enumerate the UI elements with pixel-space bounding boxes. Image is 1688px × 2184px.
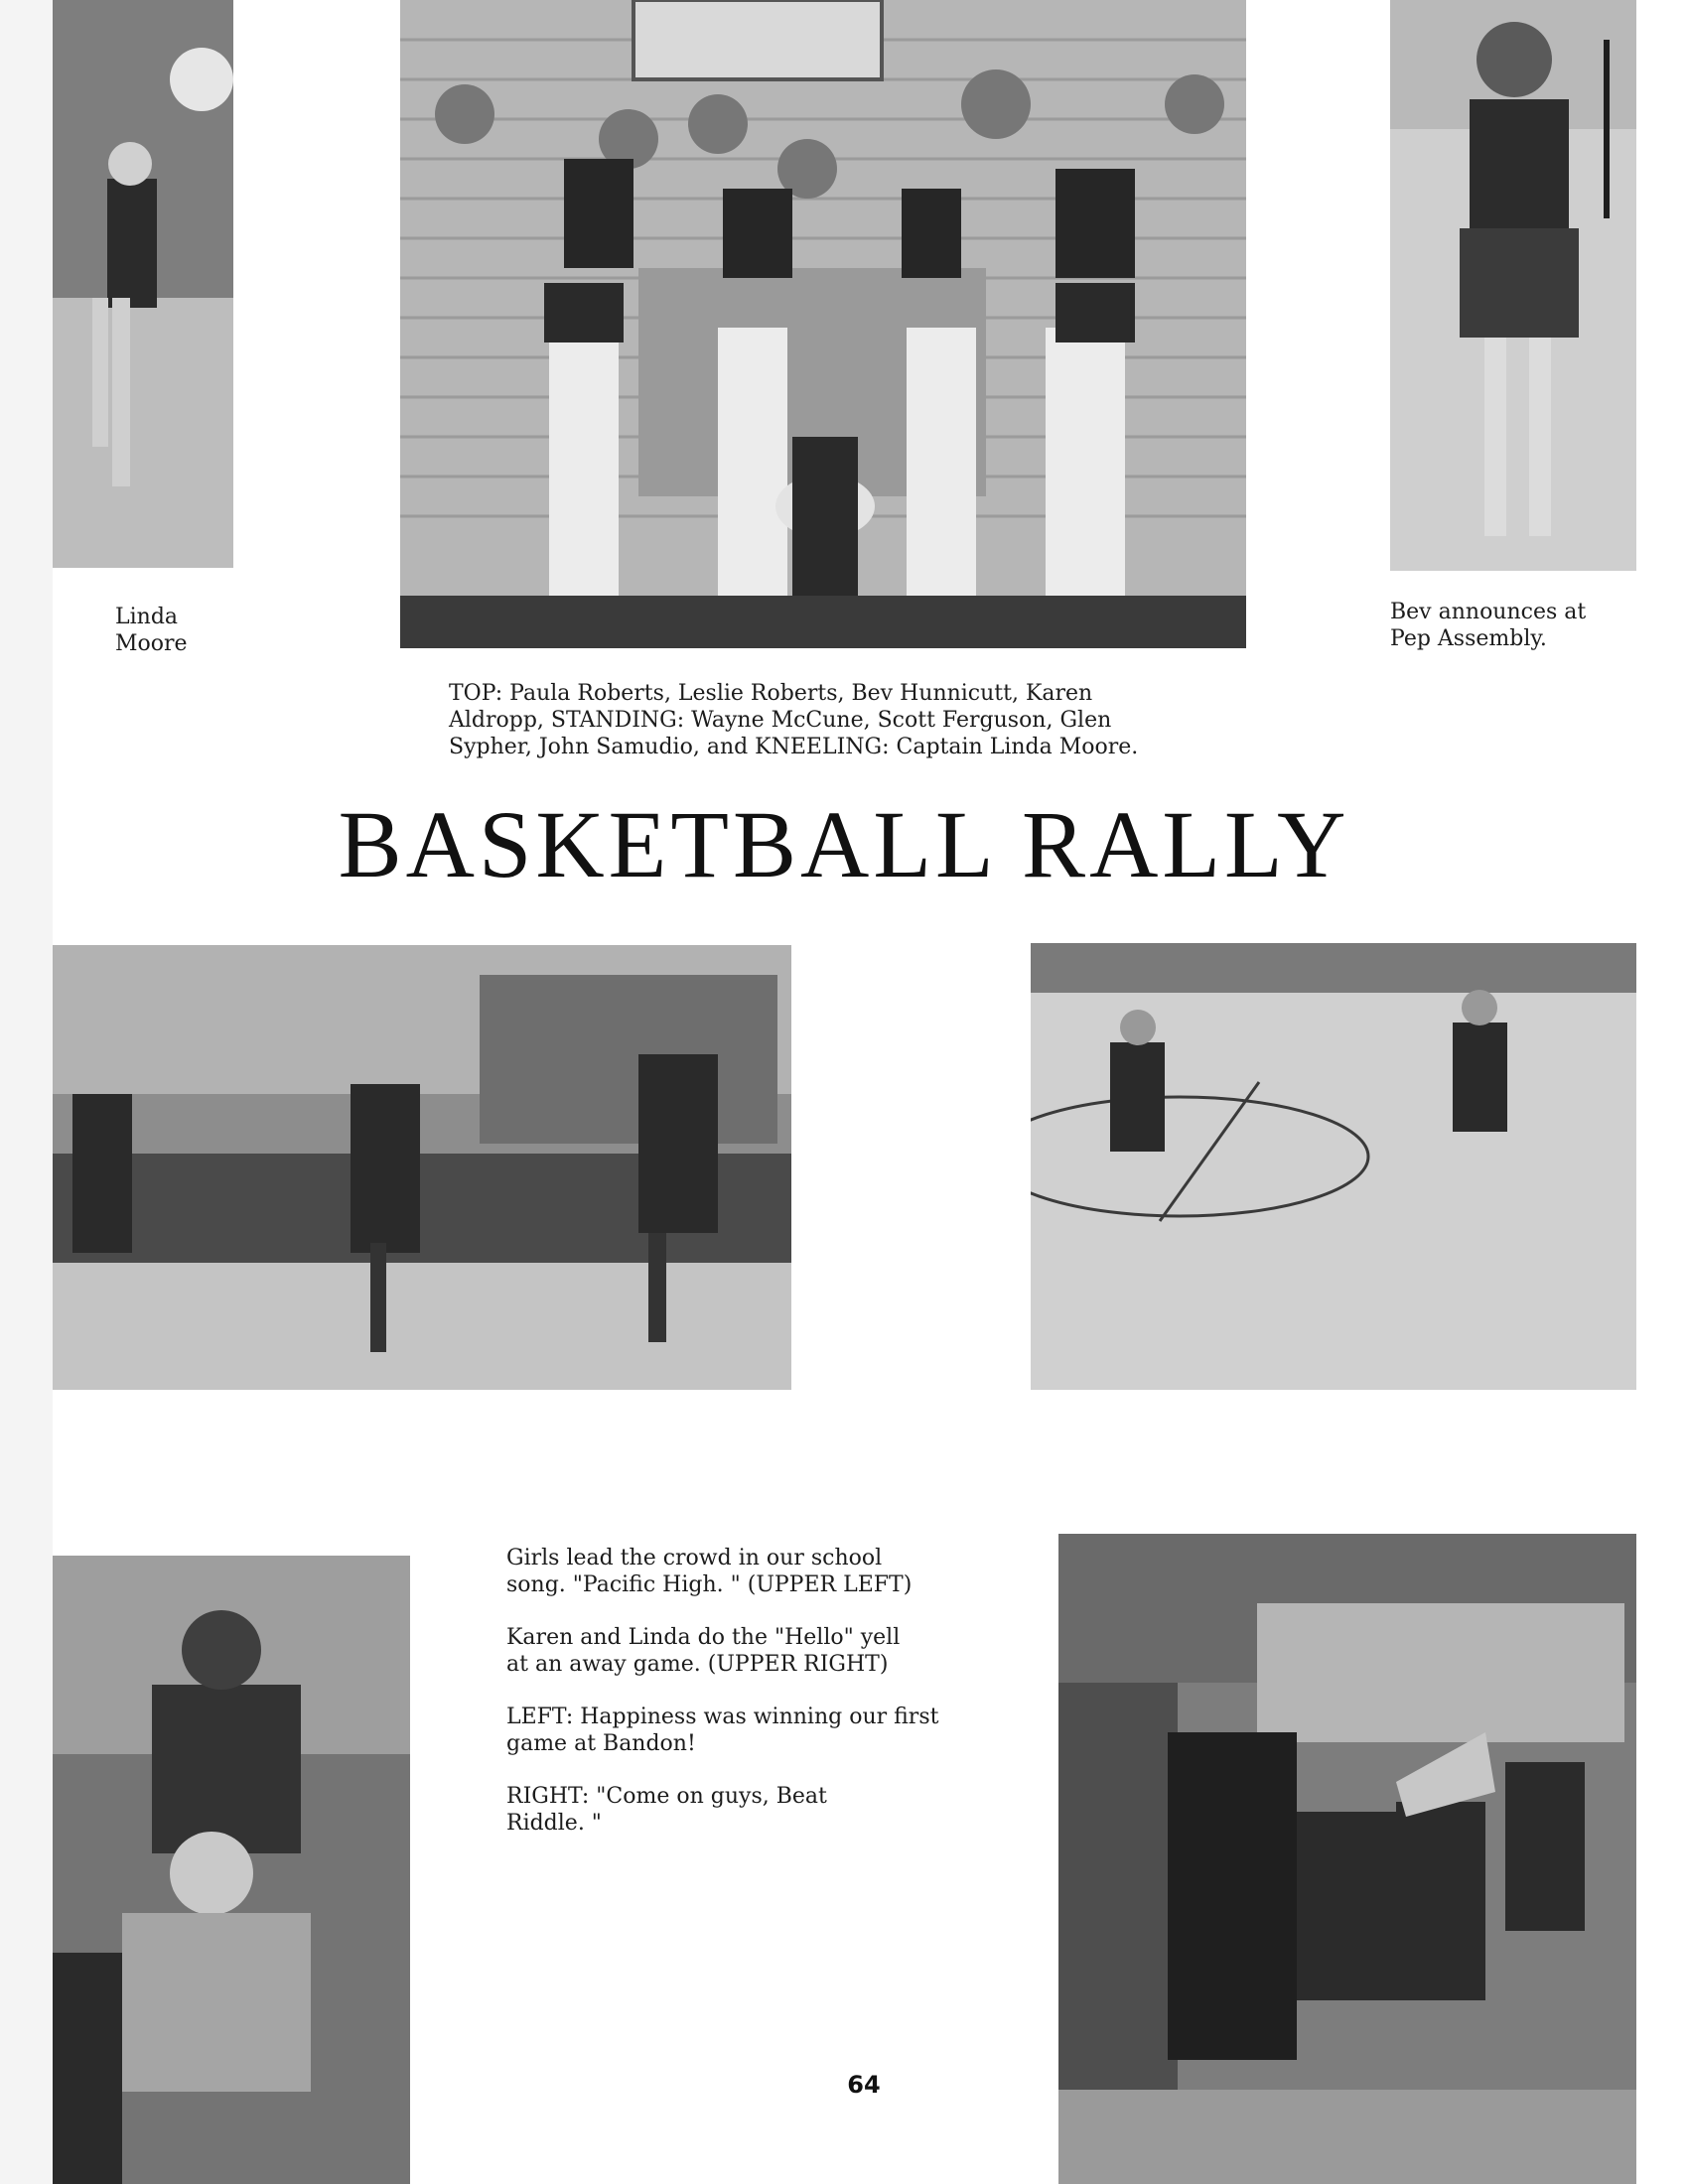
page-number: 64 — [847, 2071, 881, 2099]
caption-upper-right-line1: Karen and Linda do the "Hello" yell — [506, 1625, 901, 1650]
caption-right-line1: RIGHT: "Come on guys, Beat — [506, 1784, 827, 1809]
caption-right — [506, 1783, 963, 1837]
page-title: BASKETBALL RALLY — [338, 791, 1350, 897]
page-right-margin — [1636, 0, 1688, 2184]
photo-upper-left-school-song — [53, 945, 791, 1390]
photo-upper-right-hello-yell — [1031, 943, 1636, 1390]
caption-linda-line2: Moore — [115, 631, 188, 656]
caption-left — [506, 1704, 963, 1757]
page-left-margin — [0, 0, 53, 2184]
caption-linda-moore — [115, 604, 188, 657]
caption-upper-right — [506, 1624, 963, 1678]
caption-block — [506, 1545, 963, 1862]
caption-group-names — [449, 680, 1138, 760]
caption-group-line1: TOP: Paula Roberts, Leslie Roberts, Bev Hunnicutt, Karen — [449, 681, 1093, 706]
caption-group-line2: Aldropp, STANDING: Wayne McCune, Scott Ferguson, Glen — [449, 708, 1112, 733]
caption-linda-line1: Linda — [115, 605, 179, 629]
photo-bev-announces — [1390, 0, 1636, 571]
caption-bev — [1390, 599, 1586, 652]
caption-group-line3: Sypher, John Samudio, and KNEELING: Captain Linda Moore. — [449, 735, 1139, 759]
caption-left-line2: game at Bandon! — [506, 1731, 696, 1756]
photo-right-beat-riddle — [1058, 1534, 1636, 2184]
photo-cheer-squad-group — [400, 0, 1246, 648]
caption-upper-right-line2: at an away game. (UPPER RIGHT) — [506, 1652, 889, 1677]
caption-upper-left — [506, 1545, 963, 1598]
caption-right-line2: Riddle. " — [506, 1811, 602, 1836]
caption-left-line1: LEFT: Happiness was winning our first — [506, 1705, 939, 1729]
caption-bev-line2: Pep Assembly. — [1390, 626, 1547, 651]
caption-bev-line1: Bev announces at — [1390, 600, 1587, 624]
caption-upper-left-line2: song. "Pacific High. " (UPPER LEFT) — [506, 1572, 913, 1597]
photo-linda-moore — [53, 0, 233, 568]
caption-upper-left-line1: Girls lead the crowd in our school — [506, 1546, 883, 1570]
photo-left-happiness-bandon — [53, 1556, 410, 2184]
